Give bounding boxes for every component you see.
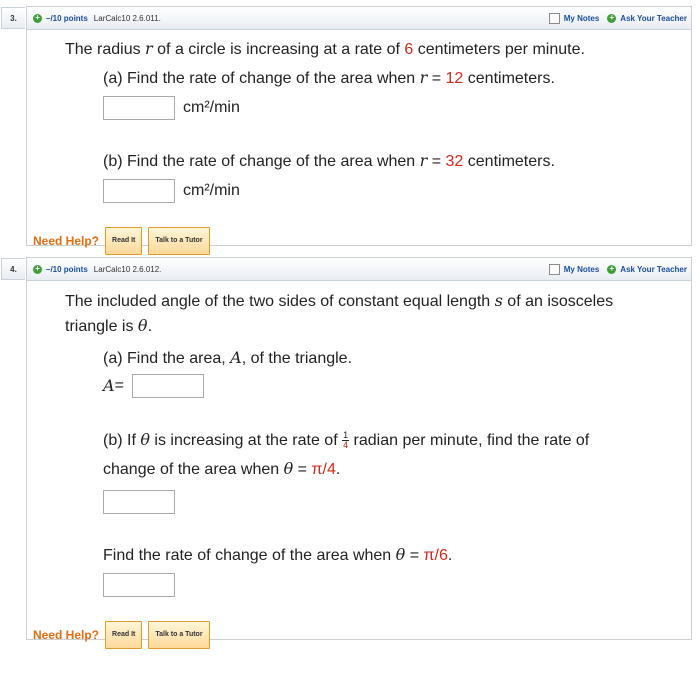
my-notes-link[interactable]: My Notes [563, 264, 600, 274]
read-it-button[interactable]: Read It [105, 621, 142, 649]
my-notes-link[interactable]: My Notes [563, 13, 600, 23]
part-b-answer-row [103, 179, 691, 203]
notes-icon[interactable] [549, 13, 560, 24]
question-body [27, 281, 691, 649]
need-help-row [33, 621, 691, 649]
unit-label: cm²/min [183, 99, 240, 116]
question-body [27, 30, 691, 255]
ask-teacher-link[interactable]: Ask Your Teacher [620, 13, 687, 23]
part-c-answer-row [103, 573, 691, 597]
question-number: 3. [1, 7, 25, 29]
question-number: 4. [1, 258, 25, 280]
ask-plus-icon[interactable]: + [607, 14, 616, 23]
part-a-answer-row: A = [103, 374, 691, 398]
part-a-answer-input[interactable] [132, 374, 204, 398]
part-b-text: (b) Find the rate of change of the area when r = 32 centimeters. [103, 151, 555, 170]
part-c-text: Find the rate of change of the area when θ = π/6. [103, 545, 453, 564]
notes-icon[interactable] [549, 264, 560, 275]
part-a-text: (a) Find the area, A, of the triangle. [103, 348, 353, 367]
part-a-text: (a) Find the rate of change of the area when r = 12 centimeters. [103, 68, 555, 87]
ask-plus-icon[interactable]: + [607, 265, 616, 274]
points-label: –/10 points [46, 264, 88, 274]
question-4 [10, 257, 692, 642]
points-label: –/10 points [46, 13, 88, 23]
question-header [10, 258, 691, 281]
source-label: LarCalc10 2.6.012. [93, 264, 162, 274]
expand-plus-icon[interactable]: + [33, 14, 42, 23]
part-b-answer-input[interactable] [103, 179, 175, 203]
talk-tutor-button[interactable]: Talk to a Tutor [148, 227, 209, 255]
area-variable-label: A [103, 376, 115, 395]
part-b-answer-row [103, 490, 691, 514]
part-a-answer-row [103, 96, 691, 120]
read-it-button[interactable]: Read It [105, 227, 142, 255]
rate-value: 6 [404, 41, 414, 58]
need-help-row [33, 227, 691, 255]
need-help-label: Need Help? [33, 234, 100, 248]
unit-label: cm²/min [183, 182, 240, 199]
source-label: LarCalc10 2.6.011. [93, 13, 161, 23]
part-b-answer-input[interactable] [103, 490, 175, 514]
fraction: $\frac{1}{4}$ [343, 430, 349, 451]
ask-teacher-link[interactable]: Ask Your Teacher [620, 264, 687, 274]
question-header [10, 7, 691, 30]
part-a-answer-input[interactable] [103, 96, 175, 120]
problem-statement: The radius r of a circle is increasing at a rate of 6 centimeters per minute. [65, 39, 585, 58]
expand-plus-icon[interactable]: + [33, 265, 42, 274]
need-help-label: Need Help? [33, 628, 100, 642]
question-3 [10, 6, 692, 248]
talk-tutor-button[interactable]: Talk to a Tutor [148, 621, 209, 649]
problem-statement: The included angle of the two sides of constant equal length s of an isosceles triangle is θ. [65, 291, 614, 335]
part-c-answer-input[interactable] [103, 573, 175, 597]
part-b-text: (b) If θ is increasing at the rate of $\frac{1}{4}$ radian per minute, find the rate of change of the area when θ = π/4. [103, 430, 590, 478]
